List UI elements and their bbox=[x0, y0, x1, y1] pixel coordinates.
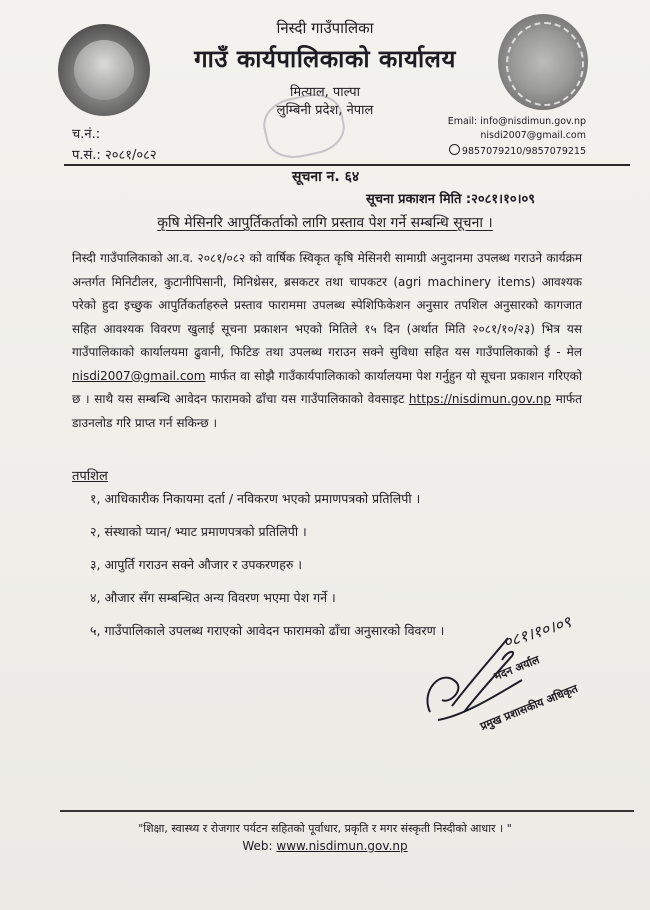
website-link[interactable]: https://nisdimun.gov.np bbox=[408, 392, 551, 406]
list-item: ४, औजार सँग सम्बन्धित अन्य विवरण भएमा पेश गर्ने । bbox=[90, 590, 336, 605]
address-line-2: लुम्बिनी प्रदेश, नेपाल bbox=[276, 103, 374, 118]
publication-date: सूचना प्रकाशन मिति :२०८१।१०।०९ bbox=[366, 192, 536, 207]
signatory-name: मदन अर्याल bbox=[492, 653, 542, 683]
list-item: ३, आपुर्ति गराउन सक्ने औजार र उपकरणहरु । bbox=[90, 557, 303, 572]
footer-website: Web: www.nisdimun.gov.np bbox=[242, 839, 408, 853]
office-title: गाउँ कार्यपालिकाको कार्यालय bbox=[194, 45, 456, 73]
footer-divider bbox=[60, 810, 634, 812]
email-link[interactable]: nisdi2007@gmail.com bbox=[72, 368, 206, 383]
contact-email-2: nisdi2007@gmail.com bbox=[480, 130, 586, 141]
fiscal-year: प.सं.: २०८१/०८२ bbox=[72, 148, 157, 163]
list-item: ५, गाउँपालिकाले उपलब्ध गराएको आवेदन फारामको ढाँचा अनुसारको विवरण । bbox=[90, 623, 445, 638]
notice-subject: कृषि मेसिनरि आपुर्तिकर्ताको लागि प्रस्ताव पेश गर्ने सम्बन्धि सूचना । bbox=[157, 215, 493, 231]
signatory-title: प्रमुख प्रशासकीय अधिकृत bbox=[478, 681, 580, 733]
details-title: तपशिल bbox=[72, 469, 108, 484]
footer-slogan: "शिक्षा, स्वास्थ्य र रोजगार पर्यटन सहितको पूर्वाधार, प्रकृति र मगर संस्कृती निस्दीको आधार । " bbox=[138, 822, 512, 835]
municipality-name: निस्दी गाउँपालिका bbox=[276, 19, 374, 37]
contact-email: Email: info@nisdimun.gov.np bbox=[447, 116, 586, 127]
contact-phone: 9857079210/9857079215 bbox=[449, 144, 586, 157]
phone-icon bbox=[449, 144, 460, 155]
list-item: १, आधिकारीक निकायमा दर्ता / नविकरण भएको प्रमाणपत्रको प्रतिलिपी । bbox=[90, 491, 421, 506]
signature-date: ०८१।१०।०९ bbox=[500, 612, 574, 652]
notice-body: निस्दी गाउँपालिकाको आ.व. २०८१/०८२ को वार्षिक स्विकृत कृषि मेसिनरी सामाग्री अनुदानमा उपलब्ध गराउने कार्यक्रम अन्तर्गत मिनिटीलर, कुटानीपिसानी, मिनिथ्रेसर, ब्रसकटर तथा चापकटर (agri machinery items) आवश्यक परेको हुदा इच्छुक आपुर्तिकर्ताहरुले प्रस्ताव फाराममा उपलब्ध स्पेशिफिकेशन अनुसार तपशिल अनुसारको कागजात सहित आवश्यक विवरण खुलाई सूचना प्रकाशन भएको मितिले १५ दिन (अर्थात मिति २०८१/१०/२३) भित्र यस गाउँपालिकाको कार्यालयमा ढुवानी, फिटिङ तथा उपलब्ध गराउन सक्ने सुविधा सहित यस गाउँपालिकाको ई - मेल nisdi2007@gmail.com मार्फत वा सोझै गाउँकार्यपालिकाको कार्यालयमा पेश गर्नुहुन यो सूचना प्रकाशन गरिएको छ । साथै यस सम्बन्धि आवेदन फारामको ढाँचा यस गाउँपालिकाको वेवसाइट https://nisdimun.gov.np मार्फत डाउनलोड गरि प्राप्त गर्न सकिन्छ । bbox=[72, 251, 582, 430]
reference-number: च.नं.: bbox=[72, 127, 101, 142]
list-item: २, संस्थाको प्यान/ भ्याट प्रमाणपत्रको प्रतिलिपी । bbox=[90, 524, 307, 539]
header-divider bbox=[64, 164, 630, 166]
footer-website-link[interactable]: www.nisdimun.gov.np bbox=[276, 839, 408, 853]
address-line-1: मित्याल, पाल्पा bbox=[290, 85, 360, 100]
notice-number: सूचना न. ६४ bbox=[292, 169, 360, 185]
